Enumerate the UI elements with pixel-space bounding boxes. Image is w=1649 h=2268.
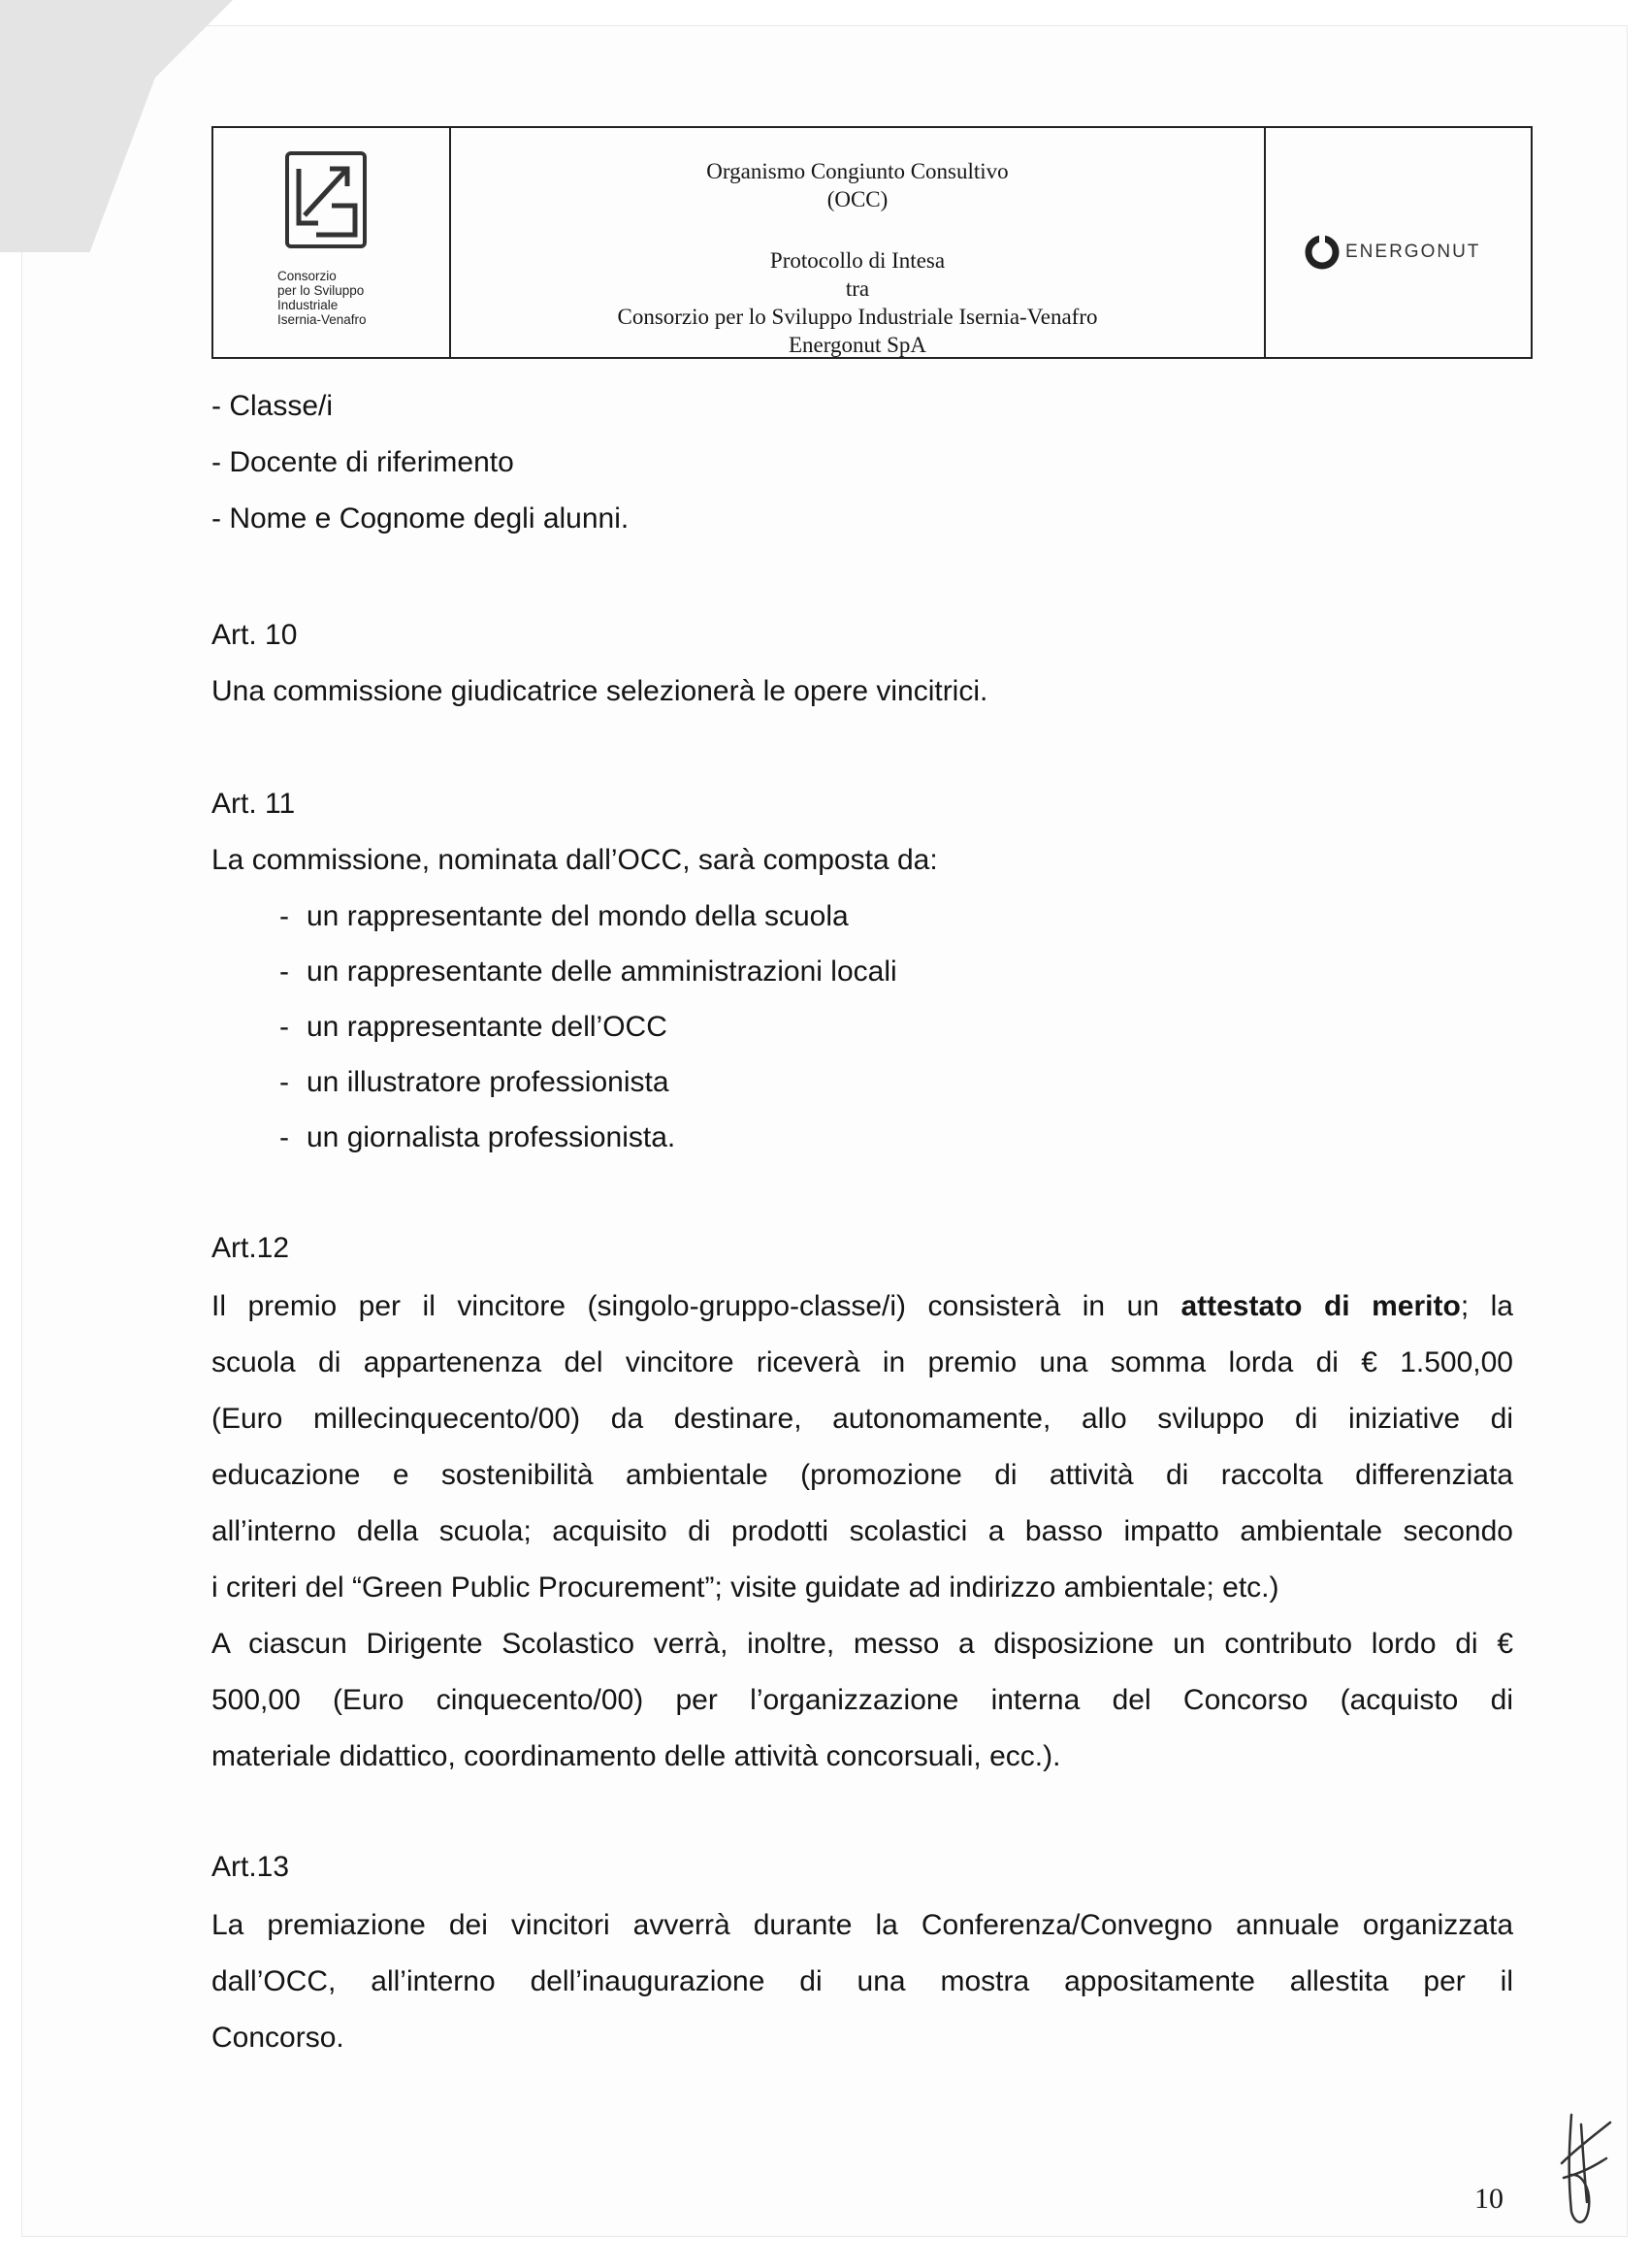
attestato-di-merito: attestato di merito [1180, 1290, 1461, 1322]
occ-abbrev: (OCC) [826, 187, 889, 211]
member-text: un rappresentante del mondo della scuola [307, 900, 849, 932]
protocol-title: Protocollo di Intesa [769, 248, 946, 273]
art12-p1-line-1 [211, 1290, 1513, 1323]
art12-p1-line-1a: Il premio per il vincitore (singolo-gruppo-classe/i) consisterà in un [211, 1290, 1159, 1322]
header-title-cell [451, 128, 1266, 357]
consorzio-line-4: Isernia-Venafro [277, 312, 367, 327]
page-number: 10 [1474, 2183, 1504, 2215]
art12-p1-line-3: (Euro millecinquecento/00) da destinare, autonomamente, allo sviluppo di iniziative di [211, 1403, 1513, 1435]
energonut-logo-cell [1266, 128, 1531, 357]
art12-p1-line-6: i criteri del “Green Public Procurement”; visite guidate ad indirizzo ambientale; etc.) [211, 1571, 1279, 1604]
art12-heading: Art.12 [211, 1232, 290, 1264]
member-text: un rappresentante dell’OCC [307, 1011, 667, 1043]
member-item: - un giornalista professionista. [279, 1121, 676, 1153]
consorzio-line-3: Industriale [277, 298, 339, 312]
member-text: un giornalista professionista. [307, 1121, 676, 1153]
protocol-party-2: Energonut SpA [788, 333, 927, 357]
art13-line-2: dall’OCC, all’interno dell’inaugurazione di una mostra appositamente allestita per il [211, 1965, 1513, 1997]
art10-text: Una commissione giudicatrice selezionerà le opere vincitrici. [211, 675, 988, 707]
member-item: - un rappresentante dell’OCC [279, 1011, 667, 1043]
member-text: un rappresentante delle amministrazioni locali [307, 956, 897, 988]
art13-heading: Art.13 [211, 1851, 290, 1883]
consorzio-line-2: per lo Sviluppo [277, 283, 365, 298]
handwritten-signature-icon [1542, 2105, 1620, 2231]
art12-p1-line-5: all’interno della scuola; acquisito di prodotti scolastici a basso impatto ambientale secondo [211, 1515, 1513, 1547]
art12-p2-line-2: 500,00 (Euro cinquecento/00) per l’organizzazione interna del Concorso (acquisto di [211, 1684, 1513, 1716]
consorzio-line-1: Consorzio [277, 269, 337, 283]
art12-p1-line-1b: ; la [1460, 1290, 1513, 1322]
art12-p2-line-1: A ciascun Dirigente Scolastico verrà, inoltre, messo a disposizione un contributo lordo di € [211, 1628, 1513, 1660]
art12-p2-line-3: materiale didattico, coordinamento delle attività concorsuali, ecc.). [211, 1740, 1061, 1772]
header-table [211, 126, 1533, 359]
consorzio-logo-cell [213, 128, 451, 357]
energonut-logo-icon [1305, 235, 1340, 270]
art13-line-1: La premiazione dei vincitori avverrà durante la Conferenza/Convegno annuale organizzata [211, 1909, 1513, 1941]
member-item: - un rappresentante delle amministrazioni locali [279, 956, 897, 988]
energonut-logo [1305, 235, 1480, 270]
energonut-logo-text: ENERGONUT [1345, 242, 1481, 262]
list-item-nome: - Nome e Cognome degli alunni. [211, 502, 630, 535]
art10-heading: Art. 10 [211, 619, 298, 651]
art11-intro: La commissione, nominata dall’OCC, sarà composta da: [211, 844, 938, 876]
art12-p1-line-2: scuola di appartenenza del vincitore riceverà in premio una somma lorda di € 1.500,00 [211, 1346, 1513, 1378]
member-item: - un rappresentante del mondo della scuola [279, 900, 849, 932]
consorzio-logo-text [277, 269, 367, 327]
member-text: un illustratore professionista [307, 1066, 669, 1098]
art13-line-3: Concorso. [211, 2022, 344, 2054]
art11-heading: Art. 11 [211, 788, 296, 820]
consorzio-logo-icon [277, 147, 374, 254]
occ-title: Organismo Congiunto Consultivo [706, 159, 1009, 183]
list-item-classe: - Classe/i [211, 390, 334, 422]
protocol-party-1: Consorzio per lo Sviluppo Industriale Isernia-Venafro [617, 305, 1098, 329]
art12-p1-line-4: educazione e sostenibilità ambientale (promozione di attività di raccolta differenziata [211, 1459, 1513, 1491]
list-item-docente: - Docente di riferimento [211, 446, 514, 478]
protocol-tra: tra [845, 276, 870, 301]
member-item: - un illustratore professionista [279, 1066, 669, 1098]
